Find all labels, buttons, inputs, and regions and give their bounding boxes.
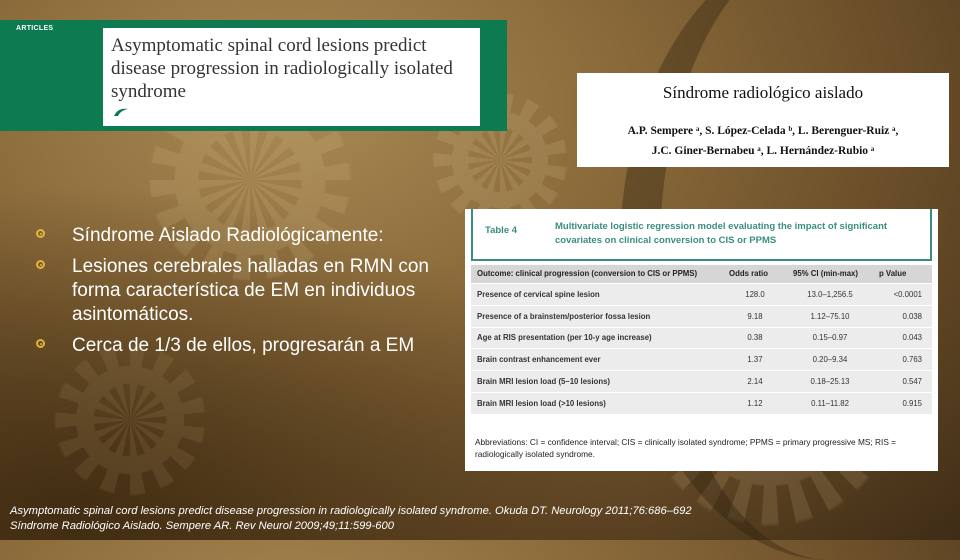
ci-cell: 0.15–0.97 (787, 327, 873, 349)
ci-cell: 0.18–25.13 (787, 371, 873, 393)
row-label: Age at RIS presentation (per 10-y age increase) (471, 327, 723, 349)
article-title: Asymptomatic spinal cord lesions predict disease progression in radiologically isolated syndrome (111, 35, 453, 102)
bullet-icon (36, 260, 45, 269)
column-header: 95% CI (min-max) (787, 265, 873, 284)
bullet-item (36, 224, 436, 248)
sempere-article-header (577, 73, 949, 167)
bullet-text: Síndrome Aislado Radiológicamente: (72, 225, 384, 246)
row-label: Presence of a brainstem/posterior fossa lesion (471, 305, 723, 327)
reference-line: Asymptomatic spinal cord lesions predict disease progression in radiologically isolated syndrome. Okuda DT. Neurology 2011;76:686–692 (10, 505, 692, 517)
sempere-title: Síndrome radiológico aislado (662, 83, 864, 102)
bullet-item (36, 255, 436, 327)
p-value-cell: <0.0001 (873, 284, 932, 306)
ci-cell: 0.20–9.34 (787, 349, 873, 371)
table-row (471, 371, 932, 393)
p-value-cell: 0.043 (873, 327, 932, 349)
references (10, 504, 940, 534)
table-caption: Multivariate logistic regression model evaluating the impact of significant covariates on clinical conversion to CIS or PPMS (555, 221, 888, 246)
table-row (471, 284, 932, 306)
bullet-item (36, 334, 436, 358)
odds-ratio-cell: 1.37 (723, 349, 787, 371)
bullet-icon (36, 339, 45, 348)
odds-ratio-cell: 2.14 (723, 371, 787, 393)
table-header-box (471, 209, 932, 261)
row-label: Brain MRI lesion load (5–10 lesions) (471, 371, 723, 393)
p-value-cell: 0.915 (873, 392, 932, 413)
reference-line: Síndrome Radiológico Aislado. Sempere AR. Rev Neurol 2009;49;11:599-600 (10, 520, 394, 532)
p-value-cell: 0.038 (873, 305, 932, 327)
regression-table-image (465, 209, 938, 471)
odds-ratio-cell: 1.12 (723, 392, 787, 413)
article-header-image (0, 20, 507, 131)
table-footnote: Abbreviations: CI = confidence interval; CIS = clinically isolated syndrome; PPMS = primary progressive MS; RIS = radiologically isolated syndrome. (475, 437, 897, 459)
ci-cell: 0.11–11.82 (787, 392, 873, 413)
article-title-panel (103, 28, 480, 126)
ci-cell: 13.0–1,256.5 (787, 284, 873, 306)
table-row (471, 305, 932, 327)
authors-line: J.C. Giner-Bernabeu ᵃ, L. Hernández-Rubio ᵃ (651, 145, 875, 157)
odds-ratio-cell: 9.18 (723, 305, 787, 327)
journal-logo-icon (113, 106, 129, 120)
column-header: Odds ratio (723, 265, 787, 284)
bullet-icon (36, 229, 45, 238)
table-row (471, 349, 932, 371)
row-label: Brain contrast enhancement ever (471, 349, 723, 371)
p-value-cell: 0.547 (873, 371, 932, 393)
regression-table (471, 265, 932, 414)
row-label: Presence of cervical spine lesion (471, 284, 723, 306)
authors-line: A.P. Sempere ᵃ, S. López-Celada ᵇ, L. Berenguer-Ruiz ᵃ, (627, 125, 899, 137)
p-value-cell: 0.763 (873, 349, 932, 371)
article-section-tag: ARTICLES (16, 25, 54, 32)
table-header-row (471, 265, 932, 284)
column-header: p Value (873, 265, 932, 284)
bullet-text: Lesiones cerebrales halladas en RMN con forma característica de EM en individuos asintomáticos. (72, 256, 429, 325)
row-label: Brain MRI lesion load (>10 lesions) (471, 392, 723, 413)
ci-cell: 1.12–75.10 (787, 305, 873, 327)
bullet-list (36, 224, 436, 365)
table-row (471, 392, 932, 413)
table-label: Table 4 (485, 225, 518, 236)
sempere-authors (577, 121, 949, 161)
table-row (471, 327, 932, 349)
odds-ratio-cell: 128.0 (723, 284, 787, 306)
bullet-text: Cerca de 1/3 de ellos, progresarán a EM (72, 335, 415, 356)
column-header: Outcome: clinical progression (conversion to CIS or PPMS) (471, 265, 723, 284)
odds-ratio-cell: 0.38 (723, 327, 787, 349)
